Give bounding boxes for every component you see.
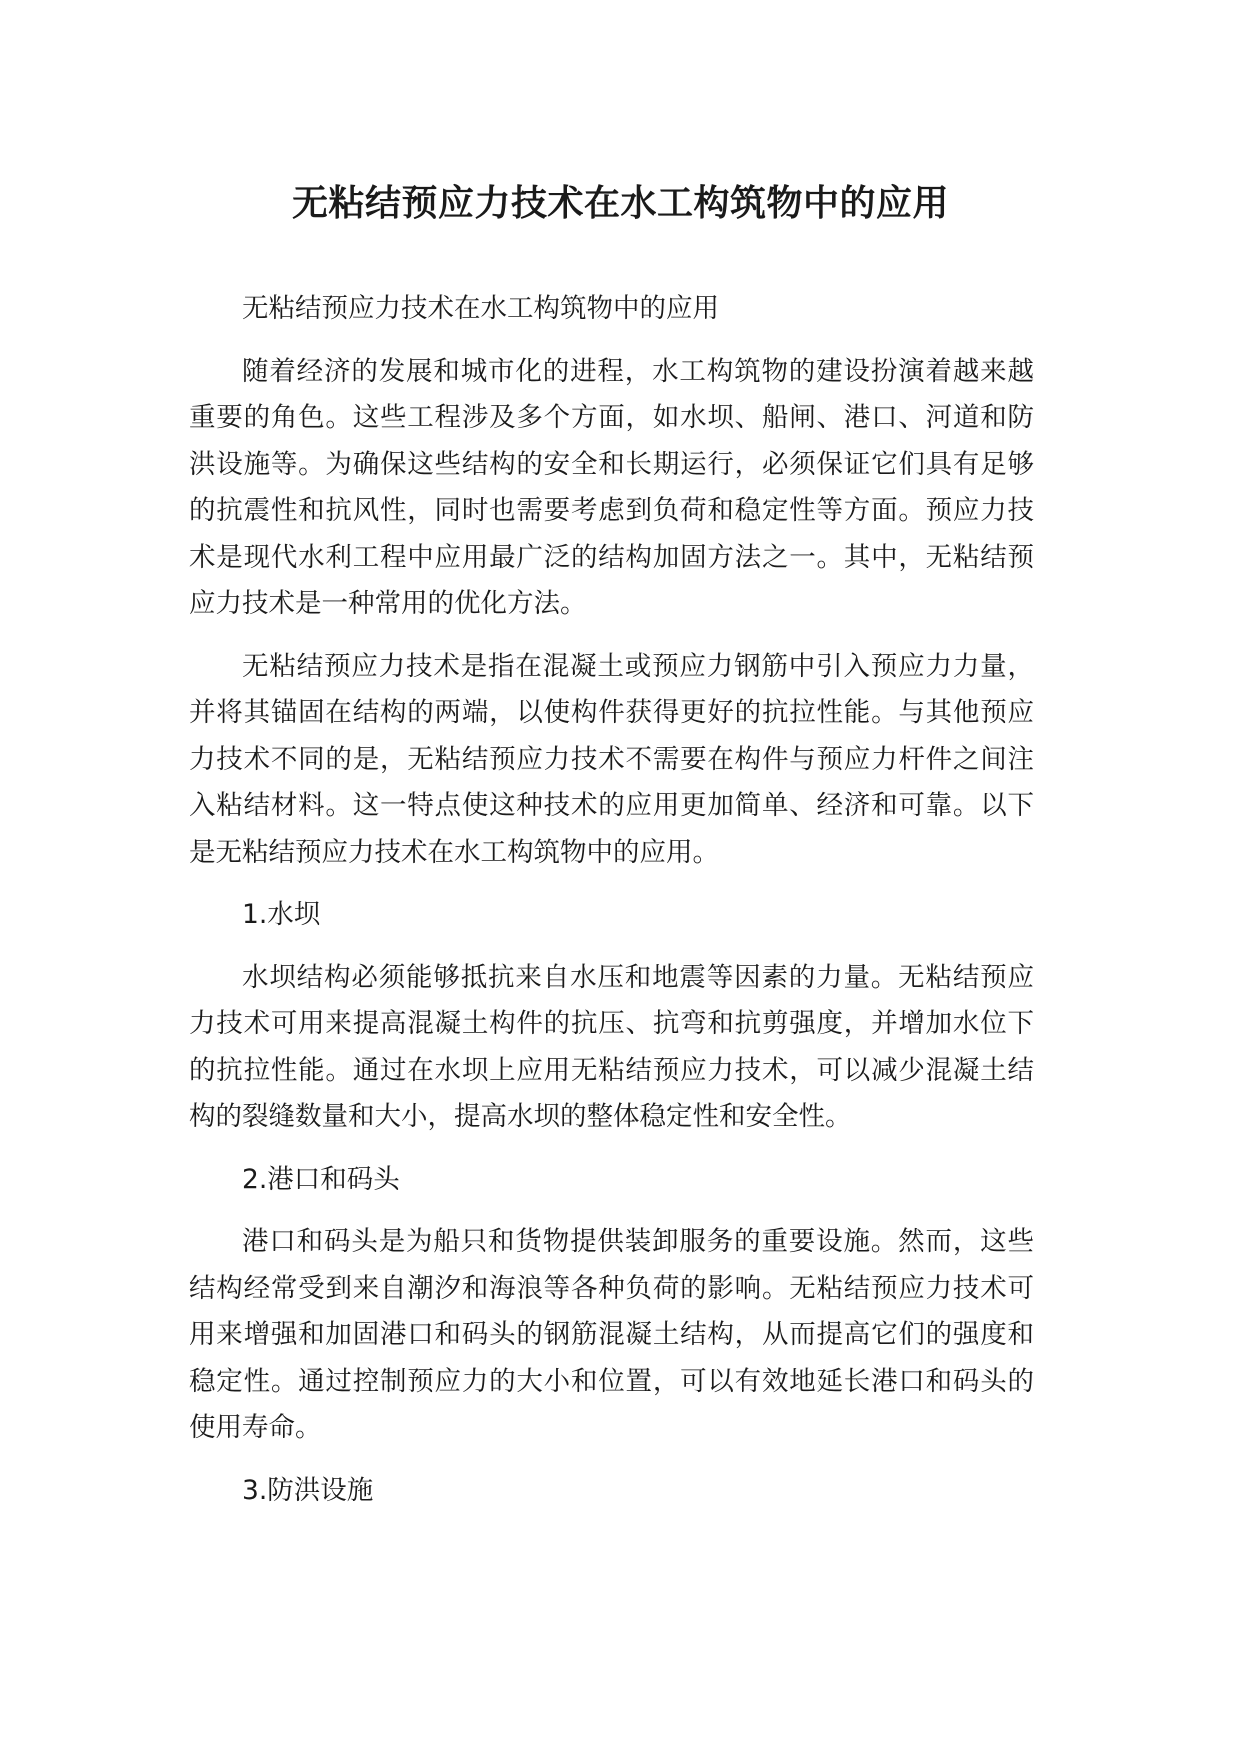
subtitle-paragraph: 无粘结预应力技术在水工构筑物中的应用 bbox=[242, 293, 719, 324]
intro-paragraph: 随着经济的发展和城市化的进程，水工构筑物的建设扮演着越来越重要的角色。这些工程涉及多个方面，如水坝、船闸、港口、河道和防洪设施等。为确保这些结构的安全和长期运行，必须保证它们具有足够的抗震性和抗风性，同时也需要考虑到负荷和稳定性等方面。预应力技术是现代水利工程中应用最广泛的结构加固方法之一。其中，无粘结预应力技术是一种常用的优化方法。 bbox=[189, 355, 1034, 619]
section-heading-dam: 1.水坝 bbox=[242, 899, 321, 930]
port-paragraph: 港口和码头是为船只和货物提供装卸服务的重要设施。然而，这些结构经常受到来自潮汐和海浪等各种负荷的影响。无粘结预应力技术可用来增强和加固港口和码头的钢筋混凝土结构，从而提高它们的强度和稳定性。通过控制预应力的大小和位置，可以有效地延长港口和码头的使用寿命。 bbox=[189, 1226, 1034, 1443]
definition-paragraph: 无粘结预应力技术是指在混凝土或预应力钢筋中引入预应力力量，并将其锚固在结构的两端，以使构件获得更好的抗拉性能。与其他预应力技术不同的是，无粘结预应力技术不需要在构件与预应力杆件之间注入粘结材料。这一特点使这种技术的应用更加简单、经济和可靠。以下是无粘结预应力技术在水工构筑物中的应用。 bbox=[189, 650, 1034, 868]
dam-paragraph: 水坝结构必须能够抵抗来自水压和地震等因素的力量。无粘结预应力技术可用来提高混凝土构件的抗压、抗弯和抗剪强度，并增加水位下的抗拉性能。通过在水坝上应用无粘结预应力技术，可以减少混凝土结构的裂缝数量和大小，提高水坝的整体稳定性和安全性。 bbox=[189, 961, 1034, 1132]
document-body bbox=[189, 286, 1034, 1530]
document-title: 无粘结预应力技术在水工构筑物中的应用 bbox=[291, 183, 949, 224]
section-heading-port: 2.港口和码头 bbox=[242, 1163, 400, 1195]
section-heading-flood: 3.防洪设施 bbox=[242, 1474, 374, 1506]
